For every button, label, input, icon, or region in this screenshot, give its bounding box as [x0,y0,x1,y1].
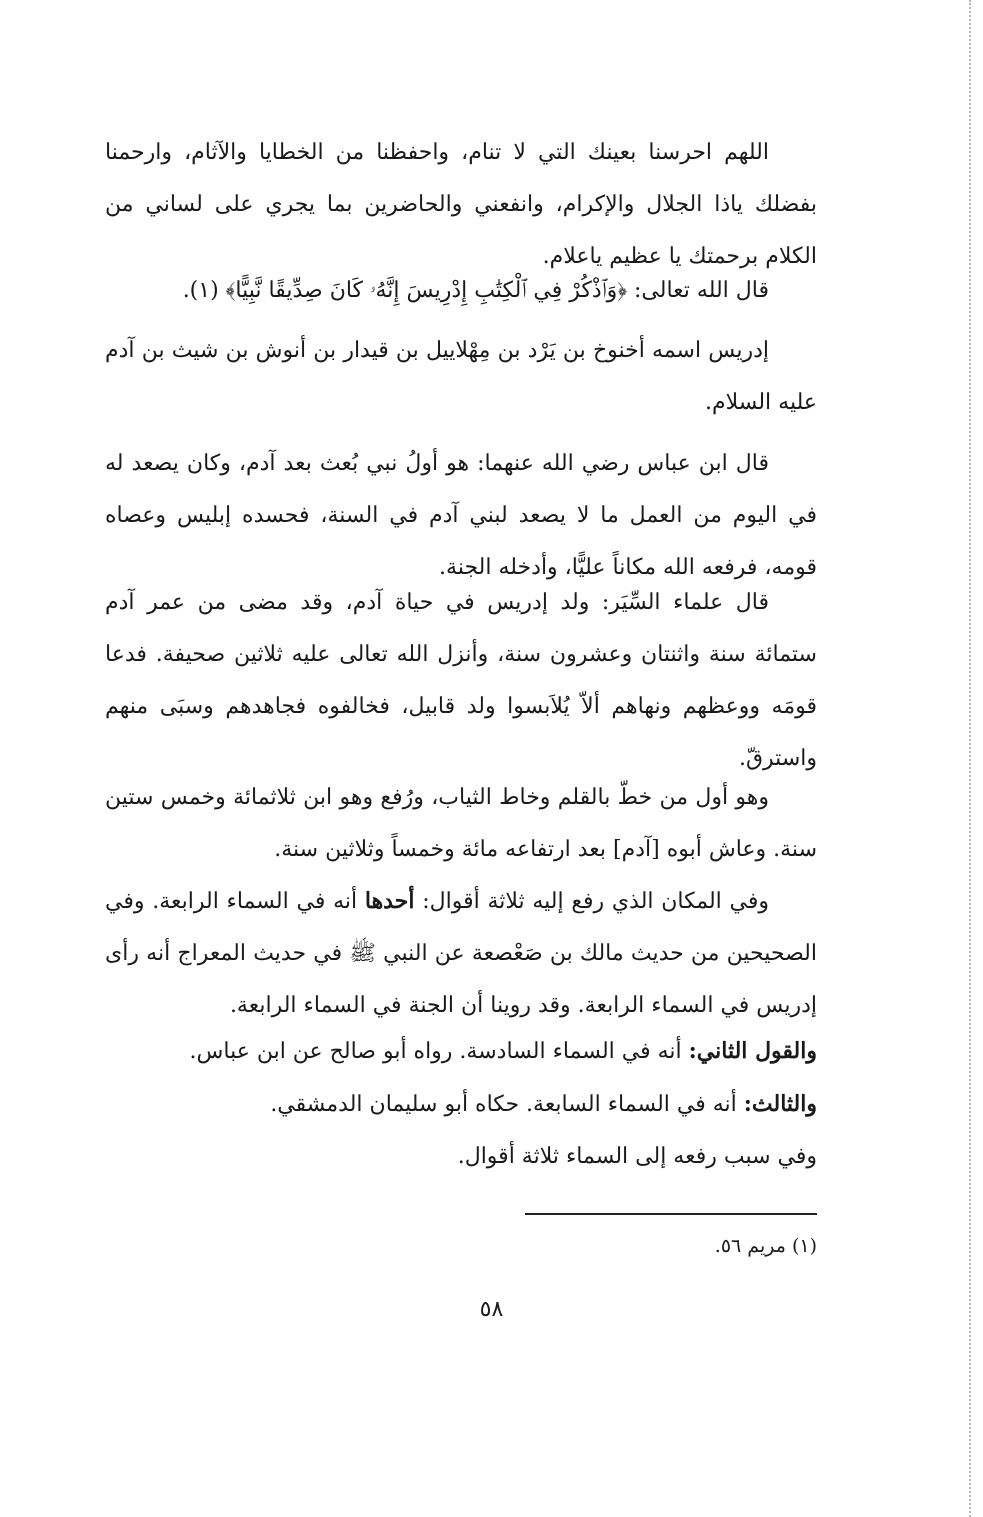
page-number: ٥٨ [479,1297,504,1322]
paragraph-ibn-abbas [105,438,817,594]
footnote-divider [525,1213,817,1215]
paragraph-rest: أنه في السماء الرابعة. وفي الصحيحين من حديث مالك بن صَعْصعة عن النبي ﷺ في حديث المعراج أنه رأى إدريس في السماء الرابعة. وقد روينا أن الجنة في السماء الرابعة. [105,889,817,1018]
paragraph-bold-label: والثالث: [743,1091,817,1117]
paragraph-text: قال الله تعالى: ﴿وَٱذْكُرْ فِي ٱلْكِتَٰبِ إِدْرِيسَ إِنَّهُۥ كَانَ صِدِّيقًا نَّبِيًّا﴾ (١). [182,278,769,303]
paragraph-opening-prayer [105,127,817,283]
paragraph-prefix: وفي المكان الذي رفع إليه ثلاثة أقوال: [422,889,770,914]
paragraph-second-opinion [190,1025,817,1078]
paragraph-text: قال علماء السِّيَر: ولد إدريس في حياة آدم، وقد مضى من عمر آدم ستمائة سنة واثنتان وعشرون سنة، وأنزل الله تعالى عليه ثلاثين صحيفة. فدعا قومَه ووعظهم ونهاهم ألاّ يُلاَبسوا ولد قابيل، فخالفوه فجاهدهم وسبَى منهم واسترقّ. [105,590,817,771]
paragraph-place-of-ascension [105,875,817,1032]
paragraph-scholars-of-sirah [105,577,817,785]
paragraph-rest: أنه في السماء السادسة. رواه أبو صالح عن ابن عباس. [189,1039,682,1064]
paragraph-text: اللهم احرسنا بعينك التي لا تنام، واحفظنا من الخطايا والآثام، وارحمنا بفضلك ياذا الجلال والإكرام، وانفعني والحاضرين بما يجري على لساني من الكلام برحمتك يا عظيم ياعلام. [105,140,817,269]
footnote: (١) مريم ٥٦. [714,1235,817,1257]
paragraph-third-opinion [270,1078,817,1131]
paragraph-text [105,875,817,1032]
paragraph-text: وهو أول من خطّ بالقلم وخاط الثياب، ورُفع وهو ابن ثلاثمائة وخمس ستين سنة. وعاش أبوه [آدم] بعد ارتفاعه مائة وخمساً وثلاثين سنة. [105,785,817,862]
paragraph-reason-of-ascension: وفي سبب رفعه إلى السماء ثلاثة أقوال. [457,1144,817,1169]
paragraph-text: إدريس اسمه أخنوخ بن يَرْد بن مِهْلاييل بن قيدار بن أنوش بن شيث بن آدم عليه السلام. [105,338,817,415]
paragraph-text: قال ابن عباس رضي الله عنهما: هو أولُ نبي بُعث بعد آدم، وكان يصعد له في اليوم من العمل ما لا يصعد لبني آدم في السنة، فحسده إبليس وعصاه قومه، فرفعه الله مكاناً عليًّا، وأدخله الجنة. [105,451,817,580]
paragraph-bold-label: والقول الثاني: [688,1038,817,1064]
paragraph-quran-verse [105,265,817,317]
paragraph-first-writer [105,772,817,876]
paragraph-idris-lineage [105,325,817,429]
paragraph-rest: أنه في السماء السابعة. حكاه أبو سليمان الدمشقي. [270,1092,737,1117]
paragraph-bold-label: أحدها [364,888,415,914]
